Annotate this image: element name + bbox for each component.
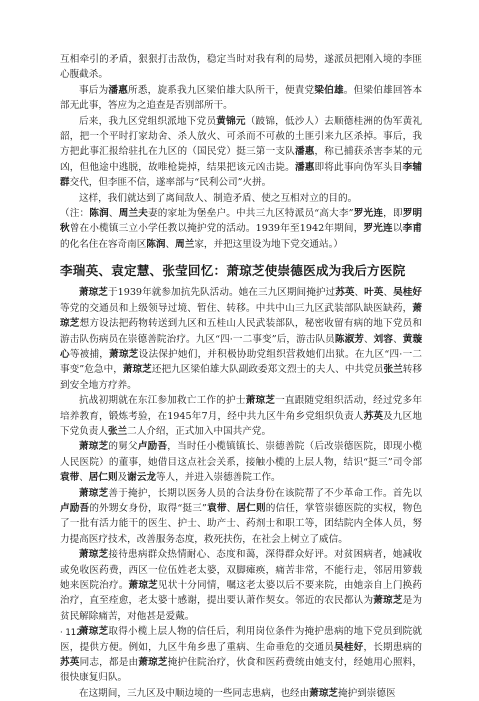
text-run: 。但梁伯雄回答本部无此事，答应为之追查是否别部所干。 [60,84,423,112]
text-run: 转移到安全地方疗养。 [60,364,423,391]
text-run: 在这期间，三九区及中顺边境的一些同志患病，也经由 [79,687,310,699]
text-run: 的外甥女身份，取得“挺三” [89,502,207,514]
text-run: 于1939年就参加抗先队活动。她在三九区期间掩护过 [107,287,336,299]
text-run: 等党的交通员和上级领导过境、暂住、转移。中共中山三九区武装部队缺医缺药， [60,302,413,314]
paragraph [60,547,422,624]
bold-name-run: 萧琼芝 [138,657,168,669]
text-run: 后来，我九区党组织派地下党员 [79,115,217,127]
paragraph [60,393,422,439]
text-run: 、 [354,287,365,299]
text-run: 等被捕， [69,348,110,360]
text-run: 交代，但李匪不信，遂率部与“民利公司”火拼。 [69,177,272,189]
section-heading: 李瑞英、袁定慧、张莹回忆：萧琼芝使崇德医成为我后方医院 [60,263,406,279]
text-run: ，长期患病的 [363,641,423,653]
text-run: 掩护到崇德医 [338,687,396,699]
bold-name-run: 李辅群 [60,161,423,189]
text-run: ，称已捕获杀害李某的元凶，但他途中逃脱，故唯枪毙掉，结果把该元凶击毙。 [60,146,422,173]
text-run: 的舅父 [108,441,138,453]
bold-name-run: 李甫 [402,223,422,235]
text-run: 还把九区梁伯雄大队副政委郑文烈士的夫人、中共党员 [151,364,384,376]
text-run: 善于掩护，长期以医务人员的合法身份在该院帮了不少革命工作。首先以 [108,487,423,499]
bold-name-run: 罗明秋 [60,208,423,235]
bold-name-run: 萧琼芝 [122,364,152,376]
bold-name-run: 萧琼芝 [109,348,139,360]
bold-name-run: 周兰 [175,238,195,250]
text-run: 事后为 [79,84,109,96]
text-run: 二人介绍，正式加入中国共产党。 [127,425,272,437]
text-run: ，即 [383,208,403,220]
paragraph [60,114,422,191]
text-column [60,52,422,701]
bold-name-run: 吴桂好 [334,641,364,653]
bold-name-run: 萧琼芝 [79,441,109,453]
bold-name-run: 萧琼芝 [128,580,158,591]
bold-name-run: 黄锦元 [216,115,246,127]
text-run: 妻的家址为堡垒户。中共三九区特派员“高大李” [148,208,354,220]
bold-name-run: 罗光连 [363,223,393,235]
bold-name-run: 萧琼芝 [309,687,339,699]
text-run: 、 [165,238,176,250]
text-run: 的化名住在容奇南区 [60,238,147,250]
text-run: 、 [363,333,374,345]
text-run: 、 [393,333,403,345]
bold-name-run: 苏英 [60,657,80,669]
bold-name-run: 叶英 [364,287,384,299]
bold-name-run: 刘容 [373,333,394,345]
bold-name-run: 卢励吾 [137,441,168,453]
text-run: 即将此事向伪军头目 [314,161,403,173]
paragraph [60,206,422,252]
text-run: （跛锦，低沙人）去顺德桂洲的伪军黄礼韶，把一个平时打家劫舍、杀人放火、可杀而不可赦的土匪引来九区杀掉。事后，我方把此事汇报给驻扎在九区的（国民党）挺三第一支队 [60,115,423,158]
text-run: 接待患病群众热情耐心、态度和蔼，深得群众好评。对贫困病者，她减收或免收医药费，西区一位伍姓老太婆，双脚瘫痪，痛苦非常，不能行走，邻居用箩载她来医院治疗。 [60,549,423,591]
bold-name-run: 萧琼芝 [373,595,403,607]
paragraph [60,486,422,548]
text-run: 设法保护她们，并积极协助党组织营救她们出狱。在九区“四·一二事变”危急中， [60,348,422,376]
text-run: 的信任，掌管崇德医院的实权，物色了一批有活力能干的医生、护士、助产士、药剂士和职工等，团结院内全体人员，努力提高医疗技术，改善服务态度，救死扶伤，在社会上树立了威信。 [60,502,423,545]
bold-name-run: 潘惠 [108,84,129,96]
text-run: 这样，我们就达到了离间敌人、制造矛盾、使之互相对立的目的。 [79,192,358,204]
text-run: 、 [226,502,237,514]
text-run: 家，并把这里设为地下党交通站。） [194,238,344,250]
bold-name-run: 苏英 [335,287,355,299]
text-run: 一直跟随党组织活动，经过党多年培养教育，锻炼考验，在1945年7月，经中共九区牛角乡党组织负责人 [60,395,423,422]
text-run: 想方设法把药物转送到九区和五桂山人民武装部队，秘密收留有病的地下党员和游击队伤病员在崇德善院治疗。九区“四·一二事变”后，游击队员 [60,318,422,345]
bold-name-run: 黄璇心 [60,333,423,360]
bold-name-run: 萧琼芝 [60,302,422,330]
bold-name-run: 居仁则 [88,472,118,484]
text-run: 、 [79,472,89,484]
bold-name-run: 萧琼芝 [79,287,108,299]
text-run: 、 [108,208,119,220]
bold-name-run: 梁伯雄 [314,84,344,96]
bold-name-run: 谢云龙 [127,472,156,484]
text-run: 以 [392,223,403,235]
text-run: 是为贫民解除痛苦，对他甚是爱戴。 [60,595,423,622]
text-run: 抗战初期就在东江参加救亡工作的护士 [79,395,246,407]
bold-name-run: 苏英 [363,410,384,422]
bold-name-run: 陈淑芳 [334,333,364,345]
bold-name-run: 张兰 [383,364,403,376]
bold-name-run: 萧琼芝 [79,549,109,561]
bold-name-run: 卢励吾 [60,502,90,514]
text-run: 互相牵引的矛盾，狠狠打击敌伪，稳定当时对我有利的局势，遂派员把刚入境的李匪心腹截杀。 [60,54,422,81]
text-run: （注： [60,208,90,220]
paragraph [60,686,422,701]
text-run: 掩护住院治疗，伙食和医药费统由她支付，经她用心照料，很快康复归队。 [60,657,423,684]
bold-name-run: 周兰夫 [118,208,149,220]
bold-name-run: 袁带 [60,472,80,484]
bold-name-run: 张兰 [107,425,128,437]
bold-name-run: 萧琼芝 [79,626,109,638]
page-number: · 112 · [60,628,88,638]
text-run: 同志，都是由 [79,657,139,669]
paragraph [60,191,422,206]
paragraph [60,439,422,485]
bold-name-run: 潘惠 [294,146,315,158]
paragraph [60,285,422,393]
text-run: 及九区地下党负责人 [60,410,422,437]
text-run: 、 [383,287,394,299]
text-run: 取得小榄上层人物的信任后，利用岗位条件为掩护患病的地下党员到院就医，提供方便。例如，九区牛角乡患了重病、生命垂危的交通员 [60,626,423,653]
paragraph [60,83,422,114]
text-run: 等人，并进入崇德善院工作。 [155,472,281,484]
text-run: ，当时任小榄镇镇长、崇德善院（后改崇德医院，即现小榄人民医院）的董事，她借目这点社会关系，接触小榄的上层人物，结识“挺三”司令部 [60,441,423,468]
bold-name-run: 居仁则 [236,502,266,514]
bold-name-run: 陈润 [146,238,166,250]
bold-name-run: 罗光连 [353,208,384,220]
paragraph [60,52,422,83]
bold-name-run: 陈润 [89,208,109,220]
text-run: 所悉，旋系我九区梁伯雄大队所干，便責党 [128,84,315,96]
paragraph [60,624,422,686]
bold-name-run: 萧琼芝 [245,395,276,407]
text-run: 及 [117,472,128,484]
bold-name-run: 吴桂好 [393,287,423,299]
bold-name-run: 袁带 [206,502,227,514]
text-run: 曾在小榄镇三立小学任教以掩护党的活动。1939年至1942年期间， [69,223,364,235]
bold-name-run: 萧琼芝 [79,487,109,499]
text-run: 见状十分同情，嘱这老太婆以后不要来院，由她亲自上门换药治疗，直至痊愈，老太婆十感谢，提出要认萧作契女。邻近的农民都认为 [60,580,423,607]
bold-name-run: 潘惠 [294,161,315,173]
